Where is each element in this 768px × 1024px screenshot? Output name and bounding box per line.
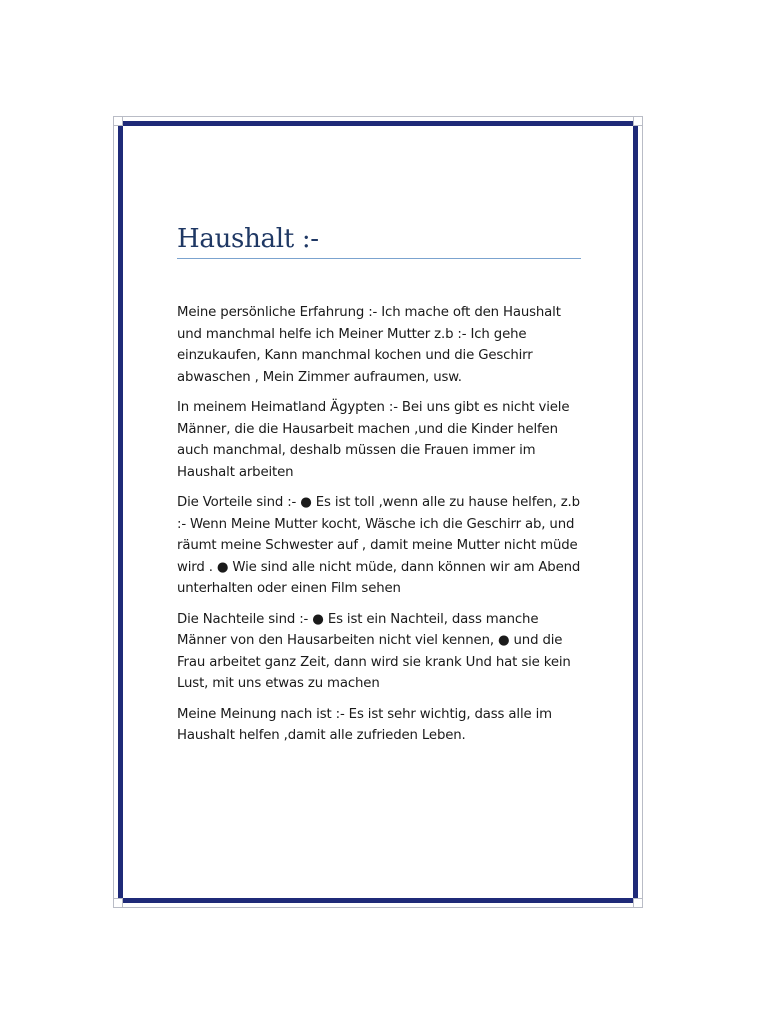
paragraph-homeland: In meinem Heimatland Ägypten :- Bei uns gibt es nicht viele Männer, die die Hausarbeit machen ,und die Kinder helfen auch manchmal, deshalb müssen die Frauen immer im Haushalt arbeiten: [177, 400, 570, 480]
border-corner-top-left: [113, 116, 123, 126]
border-corner-bottom-left: [113, 898, 123, 908]
paragraph-advantages: Die Vorteile sind :- ● Es ist toll ,wenn alle zu hause helfen, z.b :- Wenn Meine Mutter kocht, Wäsche ich die Geschirr ab, und räumt meine Schwester auf , damit meine Mutter nicht müde wird . ● Wie sind alle nicht müde, dann können wir am Abend unterhalten oder einen Film sehen: [177, 495, 581, 596]
paragraph-experience: Meine persönliche Erfahrung :- Ich mache oft den Haushalt und manchmal helfe ich Meiner Mutter z.b :- Ich gehe einzukaufen, Kann manchmal kochen und die Geschirr abwaschen , Mein Zimmer aufraumen, usw.: [177, 305, 561, 385]
page-title: Haushalt :-: [177, 222, 581, 259]
document-body: [177, 302, 585, 756]
border-corner-bottom-right: [633, 898, 643, 908]
paragraph-opinion: Meine Meinung nach ist :- Es ist sehr wichtig, dass alle im Haushalt helfen ,damit alle zufrieden Leben.: [177, 706, 552, 743]
paragraph-disadvantages: Die Nachteile sind :- ● Es ist ein Nachteil, dass manche Männer von den Hausarbeiten nicht viel kennen, ● und die Frau arbeitet ganz Zeit, dann wird sie krank Und hat sie kein Lust, mit uns etwas zu machen: [177, 611, 571, 691]
border-corner-top-right: [633, 116, 643, 126]
